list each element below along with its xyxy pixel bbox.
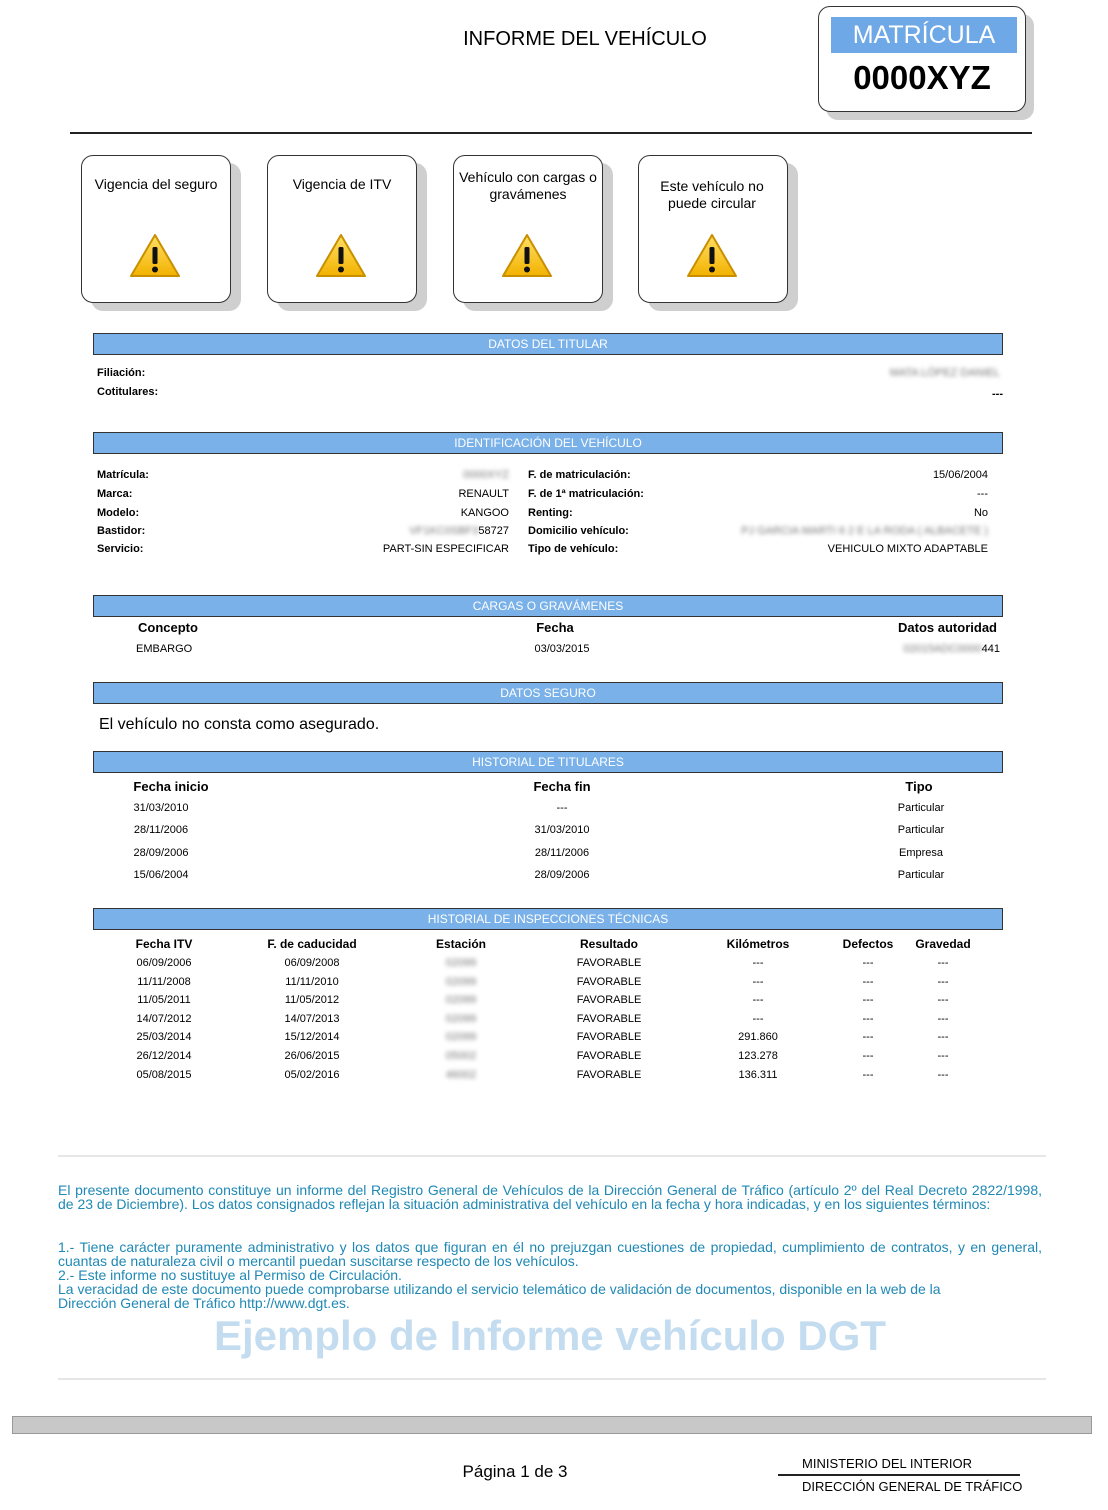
itv-cell: --- [937,957,949,969]
grey-bar [12,1416,1092,1434]
itv-cell: 11/05/2012 [284,994,340,1007]
legal-verify-1: La veracidad de este documento puede comprobarse utilizando el servicio telemático de validación de documentos, disponible en la web de la [58,1281,941,1297]
cotitulares-label: Cotitulares: [97,386,159,398]
ident-left-value: 0000XYZ [463,469,509,481]
itv-header: F. de caducidad [267,937,357,951]
itv-cell: 14/07/2013 [284,1012,340,1025]
ident-right-label: F. de 1ª matriculación: [528,488,644,500]
itv-cell: 15/12/2014 [284,1031,340,1044]
status-card [81,155,231,303]
itv-cell: FAVORABLE [576,957,642,969]
ident-left-label: Matrícula: [97,469,149,481]
document-title: INFORME DEL VEHÍCULO [463,28,707,50]
itv-header: Estación [435,937,486,951]
page-number: Página 1 de 3 [462,1462,568,1481]
ident-left-label: Marca: [97,488,133,500]
status-card-title: Vigencia del seguro [94,176,218,192]
ident-left-label: Bastidor: [97,525,146,537]
status-card [267,155,417,303]
titulares-cell: 31/03/2010 [133,802,189,814]
dgt-label: DIRECCIÓN GENERAL DE TRÁFICO [802,1479,1023,1494]
itv-cell: FAVORABLE [576,975,642,988]
itv-cell: 123.278 [738,1050,778,1062]
cargas-concepto: EMBARGO [136,643,193,655]
itv-cell: 02099 [445,975,477,988]
header-divider [70,132,1032,134]
section-header-historial-titulares: HISTORIAL DE TITULARES [93,751,1003,773]
footer-divider-bottom [58,1378,1046,1380]
ministry-label: MINISTERIO DEL INTERIOR [802,1456,972,1471]
titulares-cell: 28/11/2006 [133,824,189,836]
status-card-title: Vehículo con cargas o gravámenes [459,169,597,202]
itv-header: Defectos [842,937,894,951]
itv-cell: --- [752,975,764,988]
titulares-cell: Particular [897,869,945,881]
itv-cell: 02099 [445,957,477,969]
status-card [453,155,603,303]
titulares-cell: --- [556,802,568,814]
itv-cell: FAVORABLE [576,994,642,1007]
itv-cell: FAVORABLE [576,1050,642,1062]
ident-right-label: Renting: [528,507,573,519]
itv-cell: 11/11/2008 [137,975,191,988]
ident-right-value: VEHICULO MIXTO ADAPTABLE [827,543,988,555]
itv-cell: FAVORABLE [576,1068,642,1081]
watermark: Ejemplo de Informe vehículo DGT [213,1312,887,1359]
itv-cell: --- [752,957,764,969]
ident-right-value: --- [977,488,988,500]
itv-cell: 05/08/2015 [136,1068,192,1081]
itv-cell: 26/06/2015 [284,1050,340,1062]
section-header-seguro: DATOS SEGURO [93,682,1003,704]
itv-cell: 46002 [445,1068,477,1081]
itv-cell: --- [752,1012,764,1025]
itv-cell: FAVORABLE [576,1031,642,1044]
itv-cell: 11/05/2011 [137,994,191,1007]
plate-label: MATRÍCULA [831,17,1017,53]
footer-divider-top [58,1155,1046,1157]
itv-cell: 06/09/2008 [284,957,340,969]
itv-cell: 02099 [445,1012,477,1025]
titulares-cell: 31/03/2010 [534,824,590,836]
itv-cell: 25/03/2014 [136,1031,192,1044]
titulares-cell: Particular [897,802,945,814]
itv-cell: 05/02/2016 [284,1068,340,1081]
itv-cell: --- [937,1068,949,1081]
itv-cell: --- [937,975,949,988]
legal-verify-2: Dirección General de Tráfico http://www.dgt.es. [58,1295,350,1311]
legal-item-1: 1.- Tiene carácter puramente administrativo y los datos que figuran en él no prejuzgan cuestiones de propiedad, cumplimiento de contratos, y en general, cuantas de naturaleza civil o mercantil puedan suscitarse respecto de los vehículos. [58,1239,1042,1269]
itv-cell: 11/11/2010 [285,975,339,988]
ident-left-value: PART-SIN ESPECIFICAR [382,543,509,555]
cotitulares-value: --- [992,388,1003,400]
itv-cell: 02099 [445,1031,477,1044]
section-header-titular: DATOS DEL TITULAR [93,333,1003,355]
section-header-cargas: CARGAS O GRAVÁMENES [93,595,1003,617]
itv-cell: --- [862,1068,874,1081]
itv-cell: --- [937,1031,949,1044]
cargas-autoridad: 02015ADC0000441 [903,643,1000,655]
titulares-header-inicio: Fecha inicio [133,779,209,794]
section-header-historial-itv: HISTORIAL DE INSPECCIONES TÉCNICAS [93,908,1003,930]
ident-left-label: Modelo: [97,507,140,519]
ident-right-label: F. de matriculación: [528,469,631,481]
itv-cell: --- [862,994,874,1007]
filiacion-value: MATA LÓPEZ DANIEL [889,367,1000,379]
warning-icon [128,232,182,280]
ident-right-label: Domicilio vehículo: [528,525,629,537]
itv-cell: --- [862,1050,874,1062]
cargas-header-fecha: Fecha [536,620,574,635]
itv-header: Resultado [579,937,638,951]
ident-left-label: Servicio: [97,543,144,555]
itv-cell: --- [937,1012,949,1025]
itv-cell: 05002 [445,1050,477,1062]
cargas-header-concepto: Concepto [138,620,198,635]
warning-icon [500,232,554,280]
itv-cell: --- [862,1012,874,1025]
titulares-cell: Empresa [898,847,944,859]
itv-cell: 291.860 [738,1031,778,1044]
itv-cell: FAVORABLE [576,1012,642,1025]
status-card-title: Este vehículo no puede circular [660,178,764,211]
seguro-text: El vehículo no consta como asegurado. [99,716,380,733]
section-header-identificacion: IDENTIFICACIÓN DEL VEHÍCULO [93,432,1003,454]
ident-left-value: VF1KC0SBF358727 [409,525,509,537]
warning-icon [685,232,739,280]
itv-header: Kilómetros [726,937,790,951]
itv-cell: --- [862,1031,874,1044]
titulares-cell: Particular [897,824,945,836]
status-card [638,155,788,303]
ident-right-label: Tipo de vehículo: [528,543,619,555]
itv-header: Gravedad [915,937,971,951]
titulares-header-tipo: Tipo [905,779,933,794]
itv-cell: 14/07/2012 [136,1012,192,1025]
titulares-cell: 28/11/2006 [534,847,590,859]
itv-cell: 26/12/2014 [136,1050,192,1062]
ident-right-value: No [973,507,988,519]
ministry-divider [778,1474,1020,1476]
cargas-fecha: 03/03/2015 [534,643,590,655]
ident-left-value: RENAULT [458,488,509,500]
titulares-cell: 28/09/2006 [534,869,590,881]
legal-intro: El presente documento constituye un informe del Registro General de Vehículos de la Dirección General de Tráfico (artículo 2º del Real Decreto 2822/1998, de 23 de Diciembre). Los datos consignados reflejan la situación administrativa del vehículo en la fecha y hora indicadas, y en los siguientes términos: [58,1182,1042,1212]
titulares-cell: 28/09/2006 [133,847,189,859]
plate-number: 0000XYZ [853,59,991,96]
cargas-header-autoridad: Datos autoridad [898,620,997,635]
ident-right-value: PJ GARCIA MARTI 6 2 E LA RODA ( ALBACETE ) [741,525,988,537]
itv-header: Fecha ITV [135,937,193,951]
ident-left-value: KANGOO [460,507,509,519]
itv-cell: --- [752,994,764,1007]
warning-icon [314,232,368,280]
itv-cell: --- [862,957,874,969]
itv-cell: --- [937,994,949,1007]
status-card-title: Vigencia de ITV [292,176,392,192]
legal-item-2: 2.- Este informe no sustituye al Permiso de Circulación. [58,1267,402,1283]
itv-cell: 02099 [445,994,477,1007]
license-plate-box [818,6,1026,112]
itv-cell: --- [862,975,874,988]
ident-right-value: 15/06/2004 [932,469,988,481]
titulares-cell: 15/06/2004 [133,869,189,881]
filiacion-label: Filiación: [97,367,146,379]
itv-cell: --- [937,1050,949,1062]
titulares-header-fin: Fecha fin [533,779,591,794]
itv-cell: 06/09/2006 [136,957,192,969]
itv-cell: 136.311 [738,1068,778,1081]
